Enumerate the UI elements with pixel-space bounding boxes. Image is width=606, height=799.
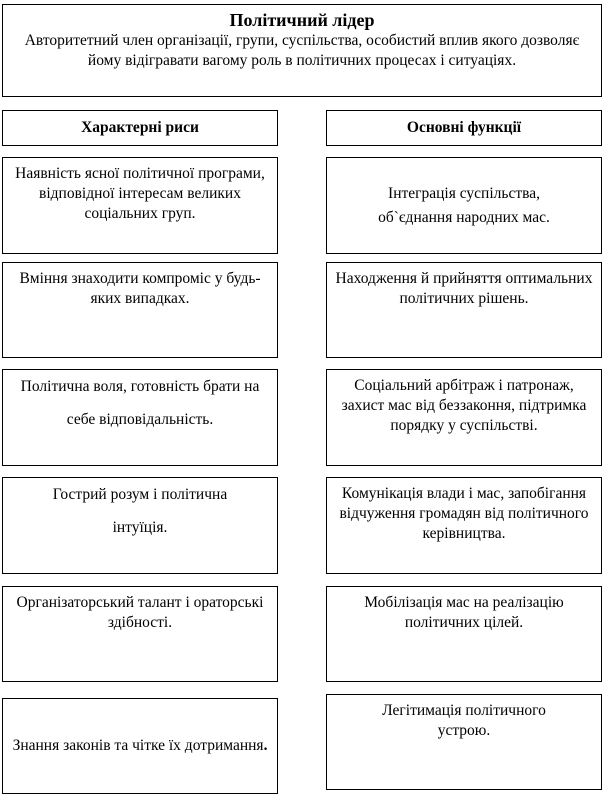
definition-text: Авторитетний член організації, групи, суспільства, особистий вплив якого дозволяє йому відігравати вагому роль в політичних процесах і ситуаціях. — [24, 32, 580, 69]
function-text: Мобілізація мас на реалізацію політичних цілей. — [364, 594, 564, 631]
left-column-header: Характерні риси — [2, 110, 278, 146]
function-box — [326, 694, 602, 790]
function-box — [326, 586, 602, 682]
right-column-header: Основні функції — [326, 110, 602, 146]
function-text: Інтеграція суспільства, — [388, 184, 540, 202]
trait-text: Організаторський талант і ораторські здібності. — [16, 594, 264, 631]
function-text: об`єднання народних мас. — [378, 208, 550, 226]
function-text: Находження й прийняття оптимальних політичних рішень. — [335, 270, 593, 307]
trait-box — [2, 262, 278, 358]
trait-text: Вміння знаходити компроміс у будь-яких випадках. — [19, 270, 261, 307]
trait-text: Знання законів та чітке їх дотримання — [12, 737, 264, 754]
trait-box — [2, 477, 278, 574]
function-box — [326, 477, 602, 574]
function-box — [326, 157, 602, 254]
function-box — [326, 262, 602, 358]
trait-text: Політична воля, готовність брати на себе відповідальність. — [20, 378, 260, 428]
trait-text: Гострий розум і політична інтуїція. — [52, 486, 228, 536]
definition-box — [2, 4, 602, 97]
function-box — [326, 369, 602, 466]
trait-text: Наявність ясної політичної програми, відповідної інтересам великих соціальних груп. — [15, 165, 265, 222]
trait-box — [2, 369, 278, 466]
trait-text-period: . — [263, 737, 268, 754]
diagram-title: Політичний лідер — [229, 10, 375, 30]
function-text: Соціальний арбітраж і патронаж, захист мас від беззаконня, підтримка порядку у суспільстві. — [341, 377, 587, 434]
function-text: Комунікація влади і мас, запобігання відчуження громадян від політичного керівництва. — [339, 485, 589, 542]
trait-box — [2, 586, 278, 682]
trait-box — [2, 698, 278, 794]
trait-box — [2, 157, 278, 254]
function-text: Легітимація політичного устрою. — [382, 702, 546, 739]
